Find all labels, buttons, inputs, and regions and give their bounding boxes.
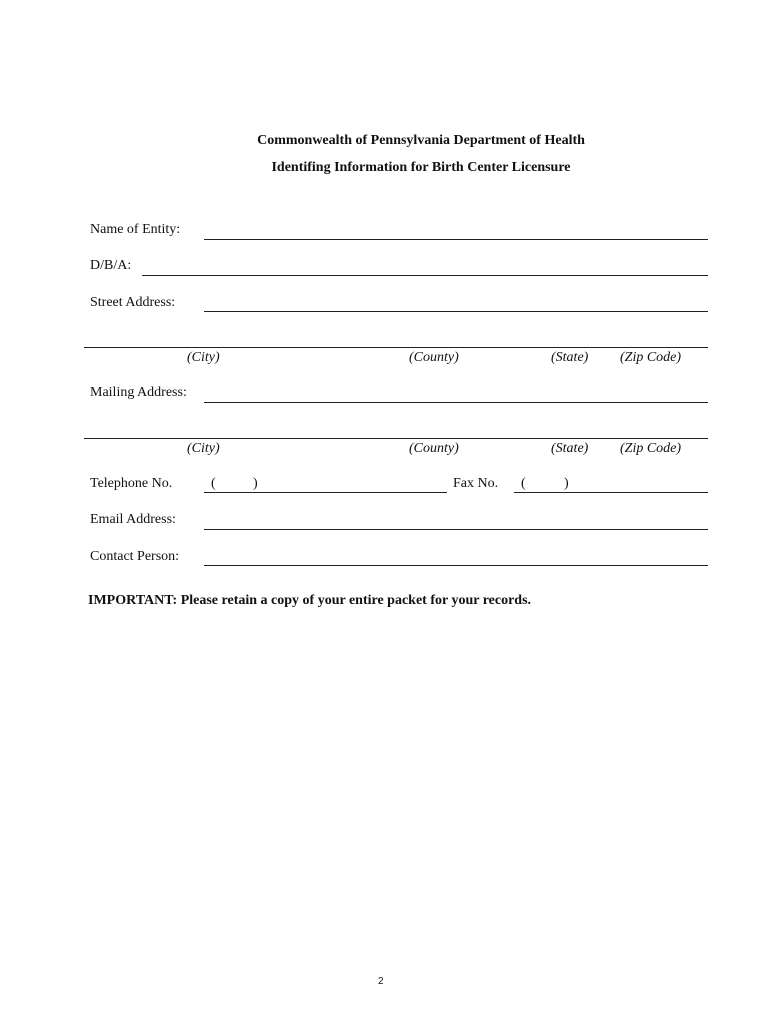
street-county-sublabel: (County) xyxy=(409,350,459,365)
form-title: Commonwealth of Pennsylvania Department of Health xyxy=(257,133,585,148)
important-notice: IMPORTANT: Please retain a copy of your entire packet for your records. xyxy=(88,593,532,608)
mailing-state-sublabel: (State) xyxy=(551,441,589,456)
contact-person-label: Contact Person: xyxy=(90,549,180,564)
fax-field[interactable] xyxy=(514,492,708,493)
mailing-zip-sublabel: (Zip Code) xyxy=(620,441,682,456)
street-zip-sublabel: (Zip Code) xyxy=(620,350,682,365)
contact-person-field[interactable] xyxy=(204,565,708,566)
mailing-address-field[interactable] xyxy=(204,402,708,403)
dba-label: D/B/A: xyxy=(90,258,132,273)
mailing-city-sublabel: (City) xyxy=(187,441,220,456)
telephone-close-paren: ) xyxy=(253,476,258,491)
telephone-field[interactable] xyxy=(204,492,447,493)
email-address-field[interactable] xyxy=(204,529,708,530)
telephone-open-paren: ( xyxy=(211,476,216,491)
form-subtitle: Identifing Information for Birth Center Licensure xyxy=(271,160,571,175)
page-number: 2 xyxy=(378,976,384,987)
street-address-label: Street Address: xyxy=(90,295,176,310)
mailing-city-county-state-zip-field[interactable] xyxy=(84,438,708,439)
street-city-sublabel: (City) xyxy=(187,350,220,365)
fax-label: Fax No. xyxy=(453,476,499,491)
dba-field[interactable] xyxy=(142,275,708,276)
fax-open-paren: ( xyxy=(521,476,526,491)
fax-close-paren: ) xyxy=(564,476,569,491)
name-of-entity-label: Name of Entity: xyxy=(90,222,181,237)
street-state-sublabel: (State) xyxy=(551,350,589,365)
mailing-county-sublabel: (County) xyxy=(409,441,459,456)
street-address-field[interactable] xyxy=(204,311,708,312)
street-city-county-state-zip-field[interactable] xyxy=(84,347,708,348)
email-address-label: Email Address: xyxy=(90,512,176,527)
name-of-entity-field[interactable] xyxy=(204,239,708,240)
mailing-address-label: Mailing Address: xyxy=(90,385,187,400)
telephone-label: Telephone No. xyxy=(90,476,173,491)
